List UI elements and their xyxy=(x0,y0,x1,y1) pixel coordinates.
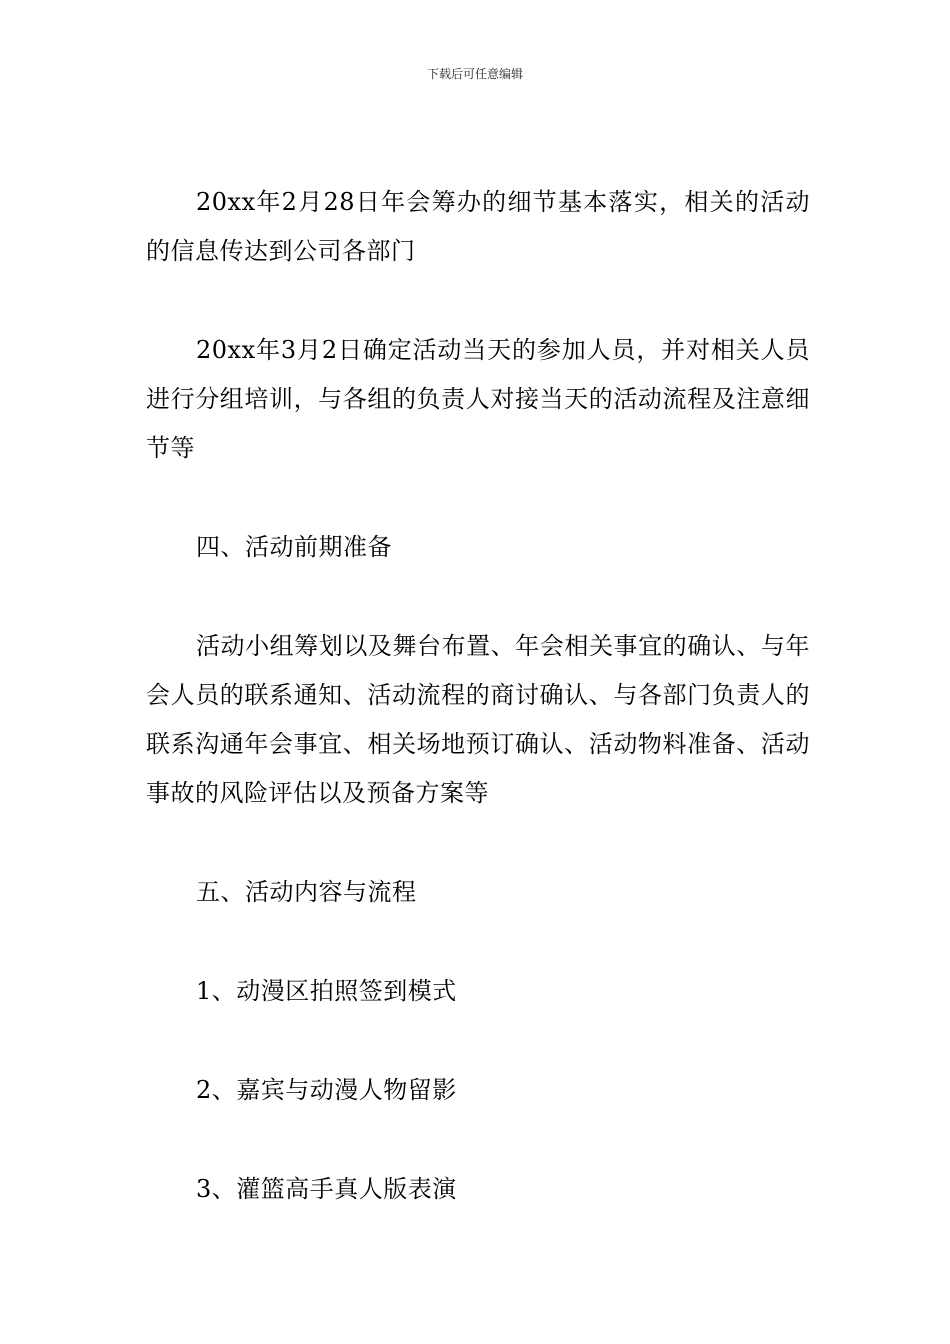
list-item-1: 1、动漫区拍照签到模式 xyxy=(196,977,457,1005)
paragraph-spacer xyxy=(146,1016,810,1066)
paragraph-spacer xyxy=(146,818,810,868)
paragraph-spacer xyxy=(146,572,810,622)
paragraph-schedule-feb: 20xx年2月28日年会筹办的细节基本落实，相关的活动的信息传达到公司各部门 xyxy=(146,188,810,265)
paragraph-spacer xyxy=(146,473,810,523)
document-body xyxy=(146,178,810,1214)
paragraph-preparation-details: 活动小组筹划以及舞台布置、年会相关事宜的确认、与年会人员的联系通知、活动流程的商讨确认、与各部门负责人的联系沟通年会事宜、相关场地预订确认、活动物料准备、活动事故的风险评估以及预备方案等 xyxy=(146,632,810,807)
page-header: 下载后可任意编辑 xyxy=(426,67,523,81)
paragraph-schedule-mar: 20xx年3月2日确定活动当天的参加人员，并对相关人员进行分组培训，与各组的负责人对接当天的活动流程及注意细节等 xyxy=(146,336,810,462)
paragraph-spacer xyxy=(146,917,810,967)
list-item-2: 2、嘉宾与动漫人物留影 xyxy=(196,1076,457,1104)
paragraph-spacer xyxy=(146,1115,810,1165)
section-heading-content-flow: 五、活动内容与流程 xyxy=(196,878,417,906)
list-item-3: 3、灌篮高手真人版表演 xyxy=(196,1175,457,1203)
section-heading-preparation: 四、活动前期准备 xyxy=(196,533,392,561)
paragraph-spacer xyxy=(146,276,810,326)
